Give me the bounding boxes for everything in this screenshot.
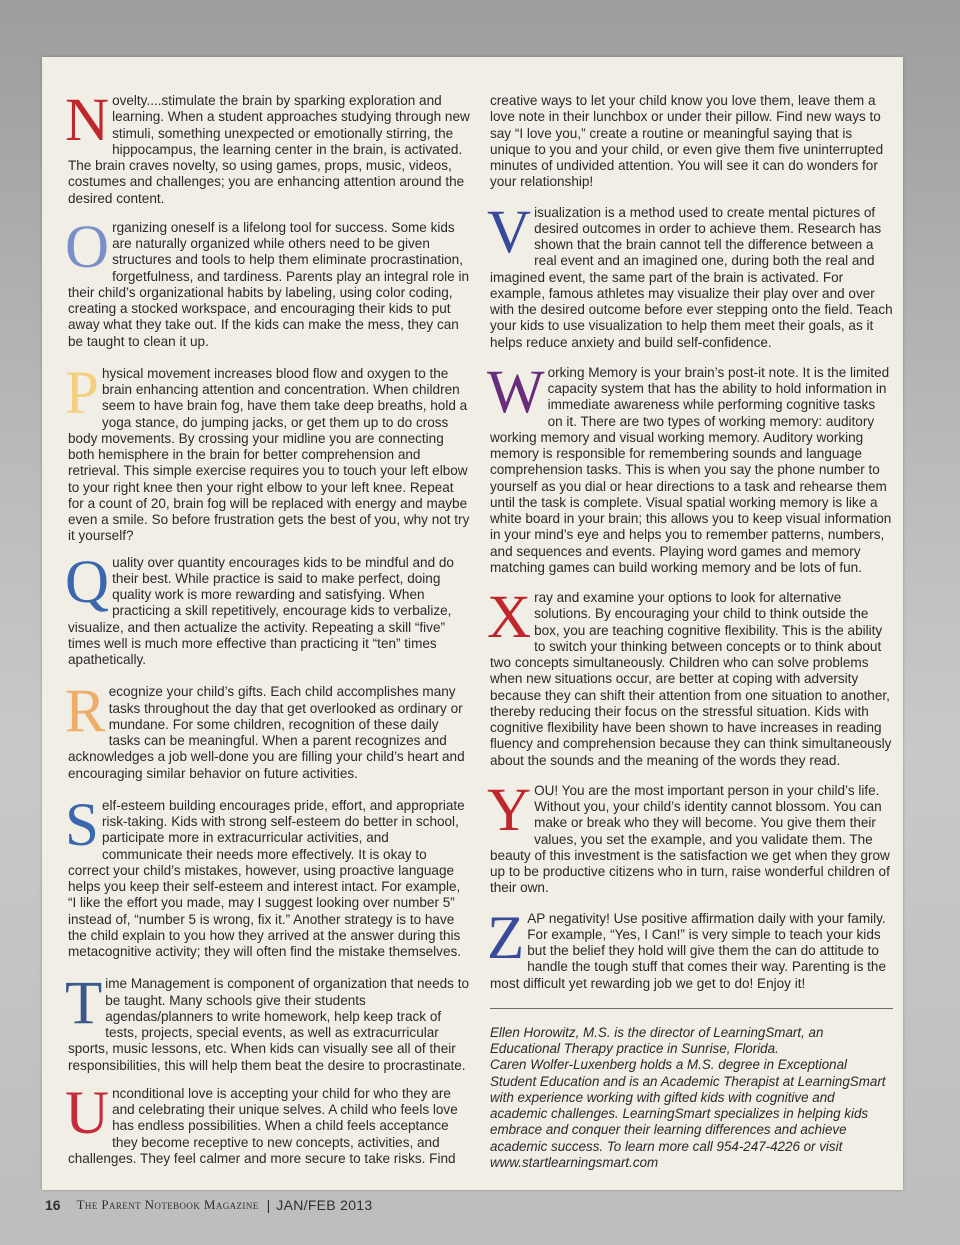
entry-p: [65, 359, 470, 545]
footer-separator: |: [266, 1197, 271, 1213]
bio-line: Ellen Horowitz, M.S. is the director of LearningSmart, an Educational Therapy practice in Sunrise, Florida.: [490, 1024, 824, 1056]
entry-text: ime Management is component of organization that needs to be taught. Many schools give their students agendas/planners to write homework, help keep track of tests, projects, special events, as well as extracurricular sports, music lessons, etc. When kids can visually see all of their responsibilities, this will help them beat the desire to procrastinate.: [68, 976, 469, 1073]
left-column: [65, 87, 470, 1167]
entry-y: [487, 776, 893, 897]
dropcap-y: Y: [487, 776, 532, 844]
dropcap-v: V: [487, 198, 532, 266]
issue-date: JAN/FEB 2013: [276, 1197, 373, 1213]
right-column: [487, 93, 893, 1171]
page-number: 16: [45, 1197, 61, 1213]
entry-n: [65, 87, 470, 207]
entry-s: [65, 791, 470, 961]
dropcap-r: R: [65, 678, 106, 746]
entry-v: [487, 198, 893, 351]
dropcap-s: S: [65, 791, 99, 859]
entry-r: [65, 678, 470, 782]
entry-text: orking Memory is your brain’s post-it note. It is the limited capacity system that has the ability to hold information in immediate awareness while performing cognitive tasks on it. There are two types of working memory: auditory working memory and visual working memory. Auditory working memory is responsible for remembering sounds and language comprehension tasks. This is when you say the phone number to yourself as you dial or hear directions to a task and rehearse them until the task is complete. Visual spatial working memory is like a white board in your brain; this allows you to keep visual information in your mind’s eye and helps you to remember patterns, numbers, and sequences and events. Playing word games and memory matching games can build working memory and be lots of fun.: [490, 364, 892, 575]
entry-text: ovelty....stimulate the brain by sparking exploration and learning. When a student approaches studying through new stimuli, something unexpected or emotionally stirring, the hippocampus, the learning center in the brain, is activated. The brain craves novelty, so using games, props, music, videos, costumes and challenges; you are enhancing attention around the desired content.: [68, 93, 470, 206]
entry-text: elf-esteem building encourages pride, effort, and appropriate risk-taking. Kids with strong self-esteem do better in school, participate more in extracurricular activities, and communicate their needs more effectively. It is okay to correct your child’s mistakes, however, using proactive language helps you keep their self-esteem and interest intact. For example, “I like the effort you made, may I suggest looking over number 5” instead of, “number 5 is wrong, fix it.” Another strategy is to have the child explain to you how they arrived at the answer during this metacognitive activity; they will often find the mistake themselves.: [68, 797, 465, 959]
dropcap-q: Q: [65, 548, 110, 616]
dropcap-t: T: [65, 970, 103, 1038]
entry-z: [487, 904, 893, 992]
entry-text: creative ways to let your child know you love them, leave them a love note in their lunchbox or under their pillow. Find new ways to say “I love you,” create a routine or meaningful saying that is unique to you and your child, or even give them five uninterrupted minutes of undivided attention. You will see it can do wonders for your relationship!: [490, 93, 884, 190]
entry-text: isualization is a method used to create mental pictures of desired outcomes in order to achieve them. Research has shown that the brain cannot tell the difference between a real event and an imagined one, during both the real and imagined event, the same part of the brain is activated. For example, famous athletes may visualize their play over and over with the desired outcome before ever stepping onto the field. Teach your kids to use visualization to help them meet their goals, as it helps reduce anxiety and build self-confidence.: [490, 204, 893, 350]
dropcap-n: N: [65, 87, 110, 154]
magazine-page: [42, 57, 903, 1190]
entry-text: OU! You are the most important person in your child’s life. Without you, your child’s identity cannot blossom. You can make or break who they will become. You give them their values, you set the example, and you validate them. The beauty of this investment is the satisfaction we get when they grow up to be productive citizens who in turn, raise wonderful children of their own.: [490, 782, 890, 896]
entry-t: [65, 970, 470, 1074]
entry-text: ray and examine your options to look for alternative solutions. By encouraging your child to think outside the box, you are teaching cognitive flexibility. This is the ability to switch your thinking between concepts or to think about two concepts simultaneously. Children who can solve problems when new situations occur, are better at coping with adversity because they can shift their attention from one situation to another, thereby reducing their focus on the stressful situation. Kids with cognitive flexibility have been shown to have increases in reading fluency and comprehension because they can think simultaneously about the sounds and the meaning of the words they read.: [490, 590, 892, 768]
entry-text: rganizing oneself is a lifelong tool for success. Some kids are naturally organized while others need to be given structures and tools to help them eliminate procrastination, forgetfulness, and tardiness. Parents play an integral role in their child’s organizational habits by labeling, using color coding, creating a stocked workspace, and encouraging their kids to put away what they take out. If the kids can make the mess, they can be taught to clean it up.: [68, 219, 470, 349]
dropcap-p: P: [65, 359, 99, 427]
dropcap-w: W: [487, 358, 545, 426]
bio-divider: [490, 1008, 893, 1009]
entry-text: hysical movement increases blood flow and oxygen to the brain enhancing attention and concentration. When children seem to have brain fog, have them take deep breaths, hold a yoga stance, do jumping jacks, or get them up to do cross body movements. By crossing your midline you are connecting both hemisphere in the brain for better comprehension and retrieval. This simple exercise requires you to touch your left elbow to your right knee then your right elbow to your left knee. Repeat for a count of 20, brain fog will be replaced with energy and maybe even a smile. So before frustration gets the best of you, why not try it yourself?: [68, 365, 470, 544]
entry-text: AP negativity! Use positive affirmation daily with your family. For example, “Yes, I Can!” is very simple to teach your kids but the belief they hold will give them the can do attitude to handle the tough stuff that comes their way. Parenting is the most difficult yet rewarding job we get to do! Enjoy it!: [490, 910, 886, 991]
bio-line: Caren Wolfer-Luxenberg holds a M.S. degree in Exceptional Student Education and is an Academic Therapist at LearningSmart with experience working with gifted kids with cognitive and academic challenges. LearningSmart specializes in helping kids embrace and conquer their learning differences and achieve academic success. To learn more call 954-247-4226 or visit www.startlearningsmart.com: [490, 1057, 886, 1170]
dropcap-o: O: [65, 213, 110, 281]
entry-text: uality over quantity encourages kids to be mindful and do their best. While practice is said to make perfect, doing quality work is more rewarding and satisfying. When practicing a skill repetitively, encourage kids to verbalize, visualize, and then actualize the activity. Repeating a skill “five” times well is much more effective than practicing it “ten” times apathetically.: [68, 554, 454, 667]
author-bio: [490, 1025, 893, 1171]
dropcap-z: Z: [487, 904, 525, 972]
entry-w: [487, 358, 893, 576]
page-footer: [45, 1195, 372, 1215]
entry-text: ecognize your child’s gifts. Each child accomplishes many tasks throughout the day that get overlooked as ordinary or mundane. For some children, recognition of these daily tasks can be meaningful. When a parent recognizes and acknowledges a job well-done you are filling your child’s heart and encouraging similar behavior on future activities.: [68, 684, 465, 781]
magazine-title: The Parent Notebook Magazine: [76, 1197, 259, 1212]
dropcap-x: X: [487, 584, 532, 651]
entry-o: [65, 213, 470, 350]
entry-text: nconditional love is accepting your child for who they are and celebrating their unique selves. A child who feels love has endless possibilities. When a child feels acceptance they become receptive to new concepts, activities, and challenges. They feel calmer and more secure to take risks. Find: [68, 1085, 458, 1166]
entry-u: [65, 1079, 470, 1167]
dropcap-u: U: [65, 1079, 110, 1147]
entry-x: [487, 584, 893, 769]
entry-q: [65, 548, 470, 669]
entry-u-continued: [490, 93, 893, 191]
